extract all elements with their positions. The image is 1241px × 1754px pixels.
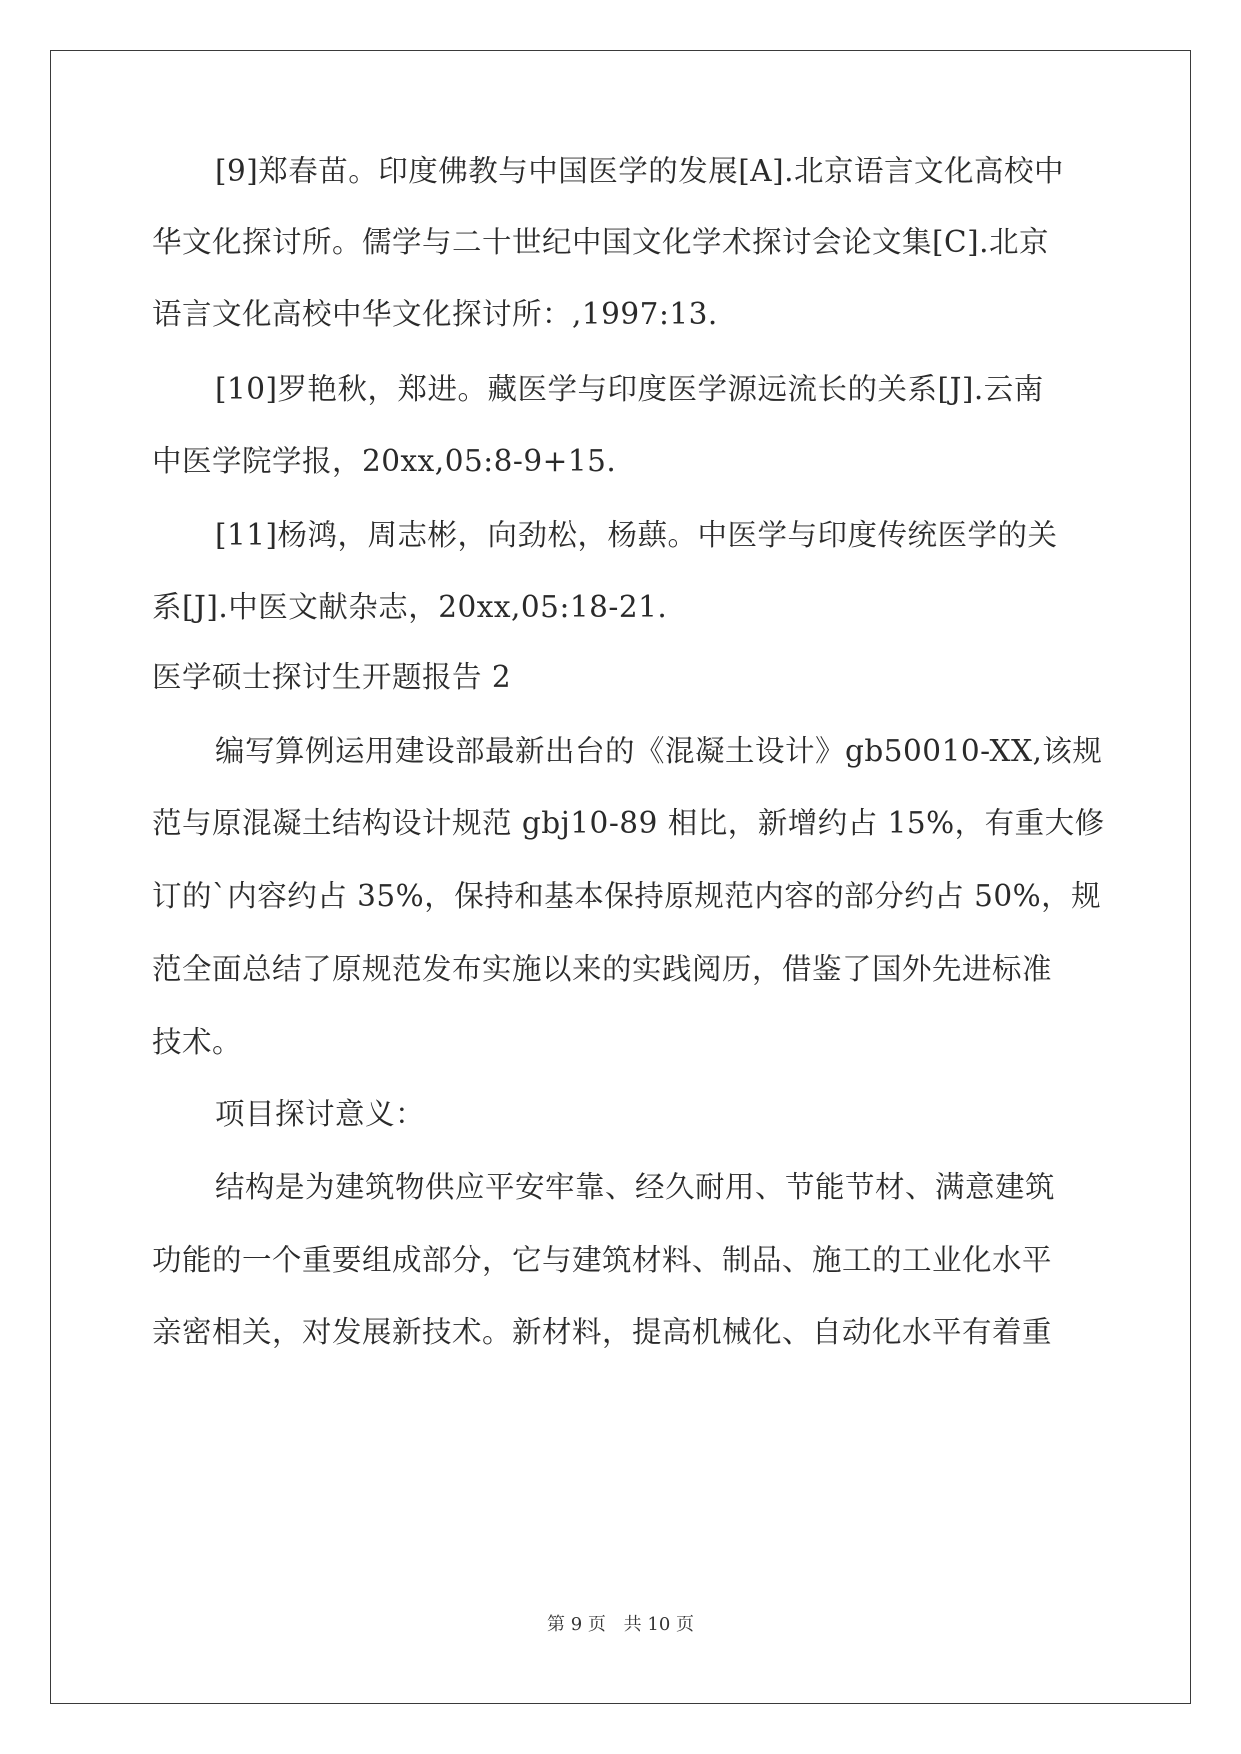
text-line-16: 亲密相关，对发展新技术。新材料，提高机械化、自动化水平有着重	[152, 1315, 1053, 1349]
text-line-12: 技术。	[152, 1025, 243, 1059]
text-line-3: 语言文化高校中华文化探讨所：,1997:13.	[152, 297, 718, 331]
text-line-9: 范与原混凝土结构设计规范 gbj10-89 相比，新增约占 15%，有重大修	[152, 806, 1105, 840]
text-line-8: 编写算例运用建设部最新出台的《混凝土设计》gb50010-XX,该规	[215, 734, 1103, 768]
section-heading: 医学硕士探讨生开题报告 2	[152, 660, 512, 694]
text-line-6: [11]杨鸿，周志彬，向劲松，杨蕻。中医学与印度传统医学的关	[215, 518, 1058, 552]
text-line-5: 中医学院学报，20xx,05:8-9+15.	[152, 444, 617, 478]
text-line-7: 系[J].中医文献杂志，20xx,05:18-21.	[152, 590, 668, 624]
text-line-1: [9]郑春苗。印度佛教与中国医学的发展[A].北京语言文化高校中	[215, 154, 1064, 188]
text-line-15: 功能的一个重要组成部分，它与建筑材料、制品、施工的工业化水平	[152, 1243, 1053, 1277]
text-line-4: [10]罗艳秋，郑进。藏医学与印度医学源远流长的关系[J].云南	[215, 372, 1044, 406]
page-total: 共 10 页	[623, 1614, 694, 1635]
text-line-14: 结构是为建筑物供应平安牢靠、经久耐用、节能节材、满意建筑	[215, 1170, 1056, 1204]
text-line-10: 订的`内容约占 35%，保持和基本保持原规范内容的部分约占 50%，规	[152, 879, 1102, 913]
page-footer	[0, 1610, 1241, 1636]
text-line-11: 范全面总结了原规范发布实施以来的实践阅历，借鉴了国外先进标准	[152, 952, 1053, 986]
page-number: 第 9 页	[547, 1614, 606, 1635]
text-line-13: 项目探讨意义：	[215, 1097, 426, 1131]
text-line-2: 华文化探讨所。儒学与二十世纪中国文化学术探讨会论文集[C].北京	[152, 225, 1049, 259]
